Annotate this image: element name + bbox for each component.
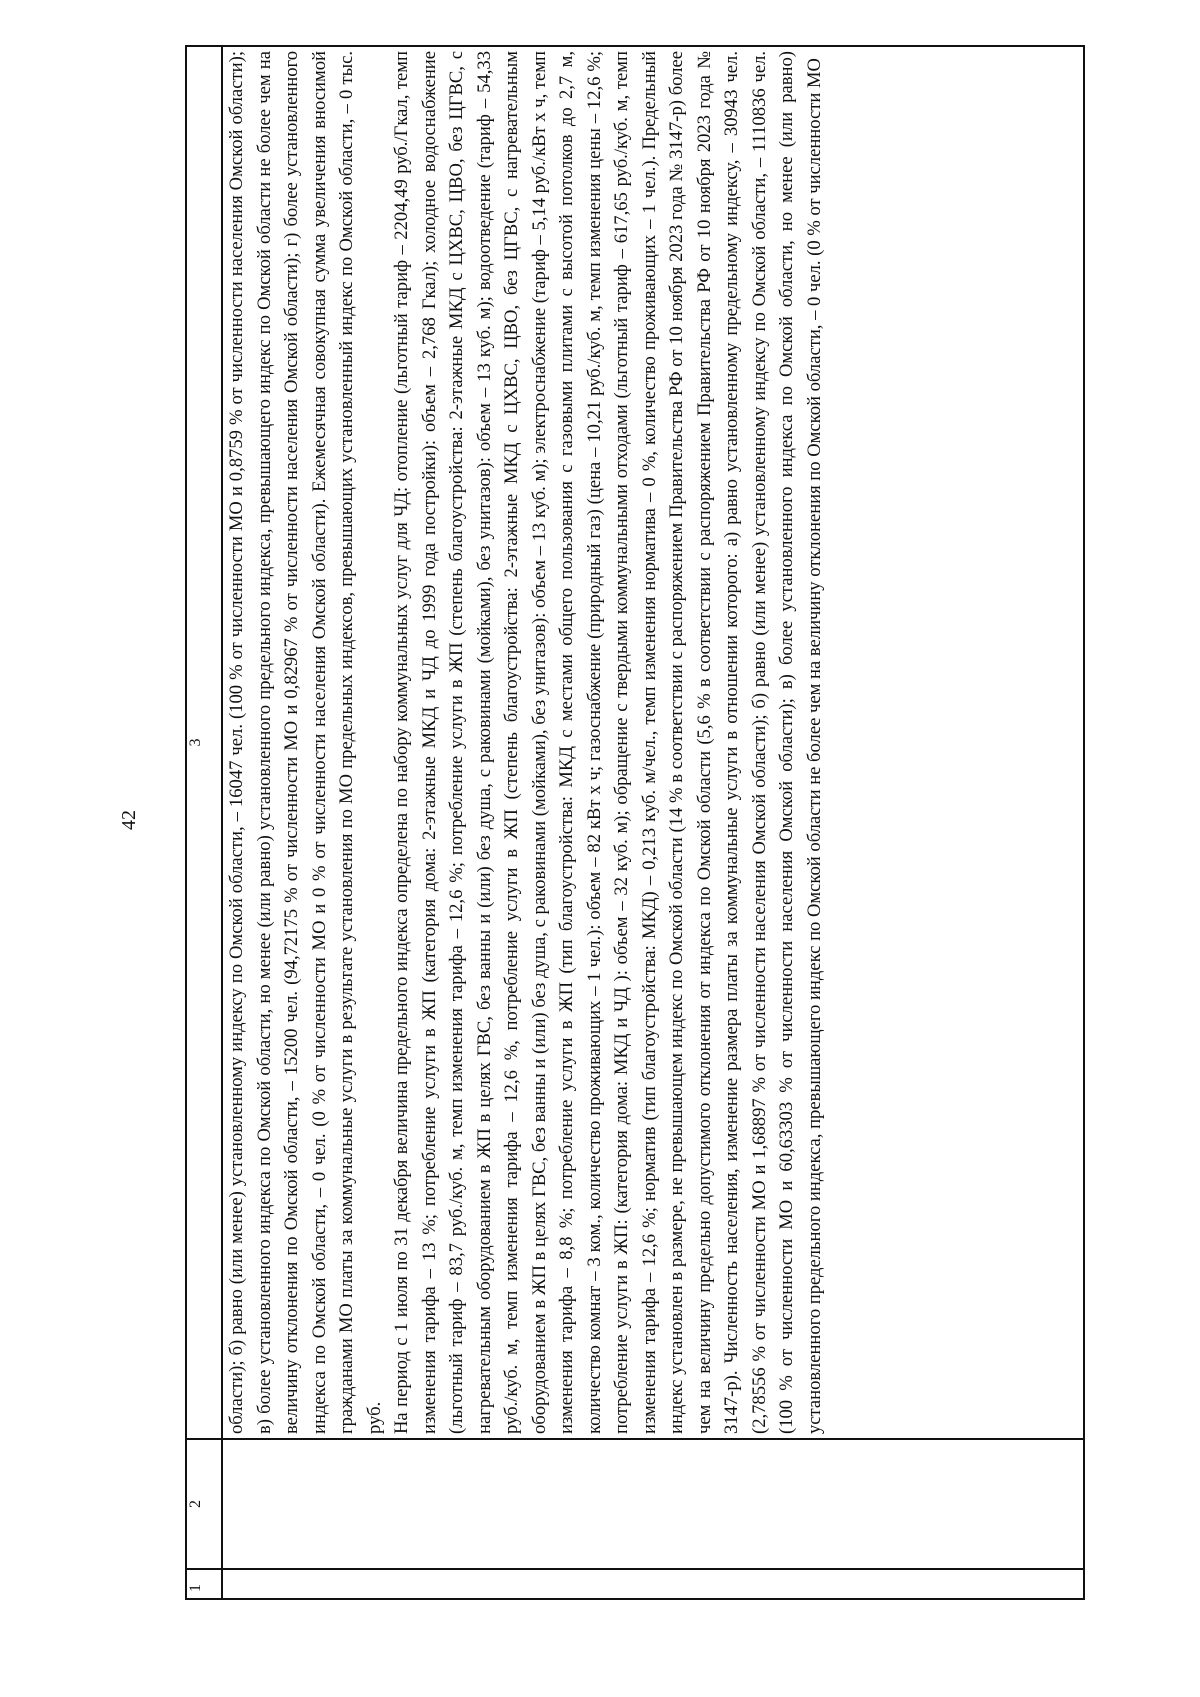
cell-column-1 [222, 1569, 1084, 1599]
table-row [222, 46, 1084, 1599]
column-header-3: 3 [186, 46, 222, 1439]
cell-column-3 [222, 46, 1084, 1439]
document-table [185, 45, 1085, 1600]
page-number: 42 [118, 810, 140, 830]
paragraph-period-jul-dec: На период с 1 июля по 31 декабря величина предельного индекса определена по набору коммунальных услуг для ЧД: отопление (льготный тариф – 2204,49 руб./Гкал, темп изменения тарифа – 13 %; потребление услуги в ЖП (категория дома: 2-этажные МКД и ЧД до 1999 года постройки): объем – 2,768 Гкал); холодное водоснабжение (льготный тариф – 83,7 руб./куб. м, темп изменения тарифа – 12,6 %; потребление услуги в ЖП (степень благоустройства: 2-этажные МКД с ЦХВС, ЦВО, без ЦГВС, с нагревательным оборудованием в ЖП в целях ГВС, без ванны и (или) без душа, с раковинами (мойками), без унитазов): объем – 13 куб. м); водоотведение (тариф – 54,33 руб./куб. м, темп изменения тарифа – 12,6 %, потребление услуги в ЖП (степень благоустройства: 2-этажные МКД с ЦХВС, ЦВО, без ЦГВС, с нагревательным оборудованием в ЖП в целях ГВС, без ванны и (или) без душа, с раковинами (мойками), без унитазов): объем – 13 куб. м); электроснабжение (тариф – 5,14 руб./кВт х ч, темп изменения тарифа – 8,8 %; потребление услуги в ЖП (тип благоустройства: МКД с местами общего пользования с газовыми плитами с высотой потолков до 2,7 м, количество комнат – 3 ком., количество проживающих – 1 чел.): объем – 82 кВт х ч; газоснабжение (природный газ) (цена – 10,21 руб./куб. м, темп изменения цены – 12,6 %; потребление услуги в ЖП: (категория дома: МКД и ЧД ): объем – 32 куб. м); обращение с твердыми коммунальными отходами (льготный тариф – 617,65 руб./куб. м, темп изменения тарифа – 12,6 %; норматив (тип благоустройства: МКД) – 0,213 куб. м/чел., темп изменения норматива – 0 %, количество проживающих – 1 чел.). Предельный индекс установлен в размере, не превышающем индекс по Омской области (14 % в соответствии с распоряжением Правительства РФ от 10 ноября 2023 года № 3147-р) более чем на величину предельно допустимого отклонения от индекса по Омской области (5,6 % в соответствии с распоряжением Правительства РФ от 10 ноября 2023 года № 3147-р). Численность населения, изменение размера платы за коммунальные услуги в отношении которого: а) равно установленному предельному индексу, – 30943 чел. (2,78556 % от численности МО и 1,68897 % от численности населения Омской области); б) равно (или менее) установленному индексу по Омской области, – 1110836 чел. (100 % от численности МО и 60,63303 % от численности населения Омской области); в) более установленного индекса по Омской области, но менее (или равно) установленного предельного индекса, превышающего индекс по Омской области не более чем на величину отклонения по Омской области, – 0 чел. (0 % от численности МО [391, 51, 825, 1434]
column-header-2: 2 [186, 1439, 222, 1569]
column-header-1: 1 [186, 1569, 222, 1599]
cell-column-2 [222, 1439, 1084, 1569]
paragraph-continuation: области); б) равно (или менее) установленному индексу по Омской области, – 16047 чел. (100 % от численности МО и 0,8759 % от численности населения Омской области); в) более установленного индекса по Омской области, но менее (или равно) установленного предельного индекса, превышающего индекс по Омской области не более чем на величину отклонения по Омской области, – 15200 чел. (94,72175 % от численности МО и 0,82967 % от численности населения Омской области); г) более установленного индекса по Омской области, – 0 чел. (0 % от численности МО и 0 % от численности населения Омской области). Ежемесячная совокупная сумма увеличения вносимой гражданами МО платы за коммунальные услуги в результате установления по МО предельных индексов, превышающих установленный индекс по Омской области, – 0 тыс. руб. [226, 51, 385, 1434]
header-row [186, 46, 222, 1599]
